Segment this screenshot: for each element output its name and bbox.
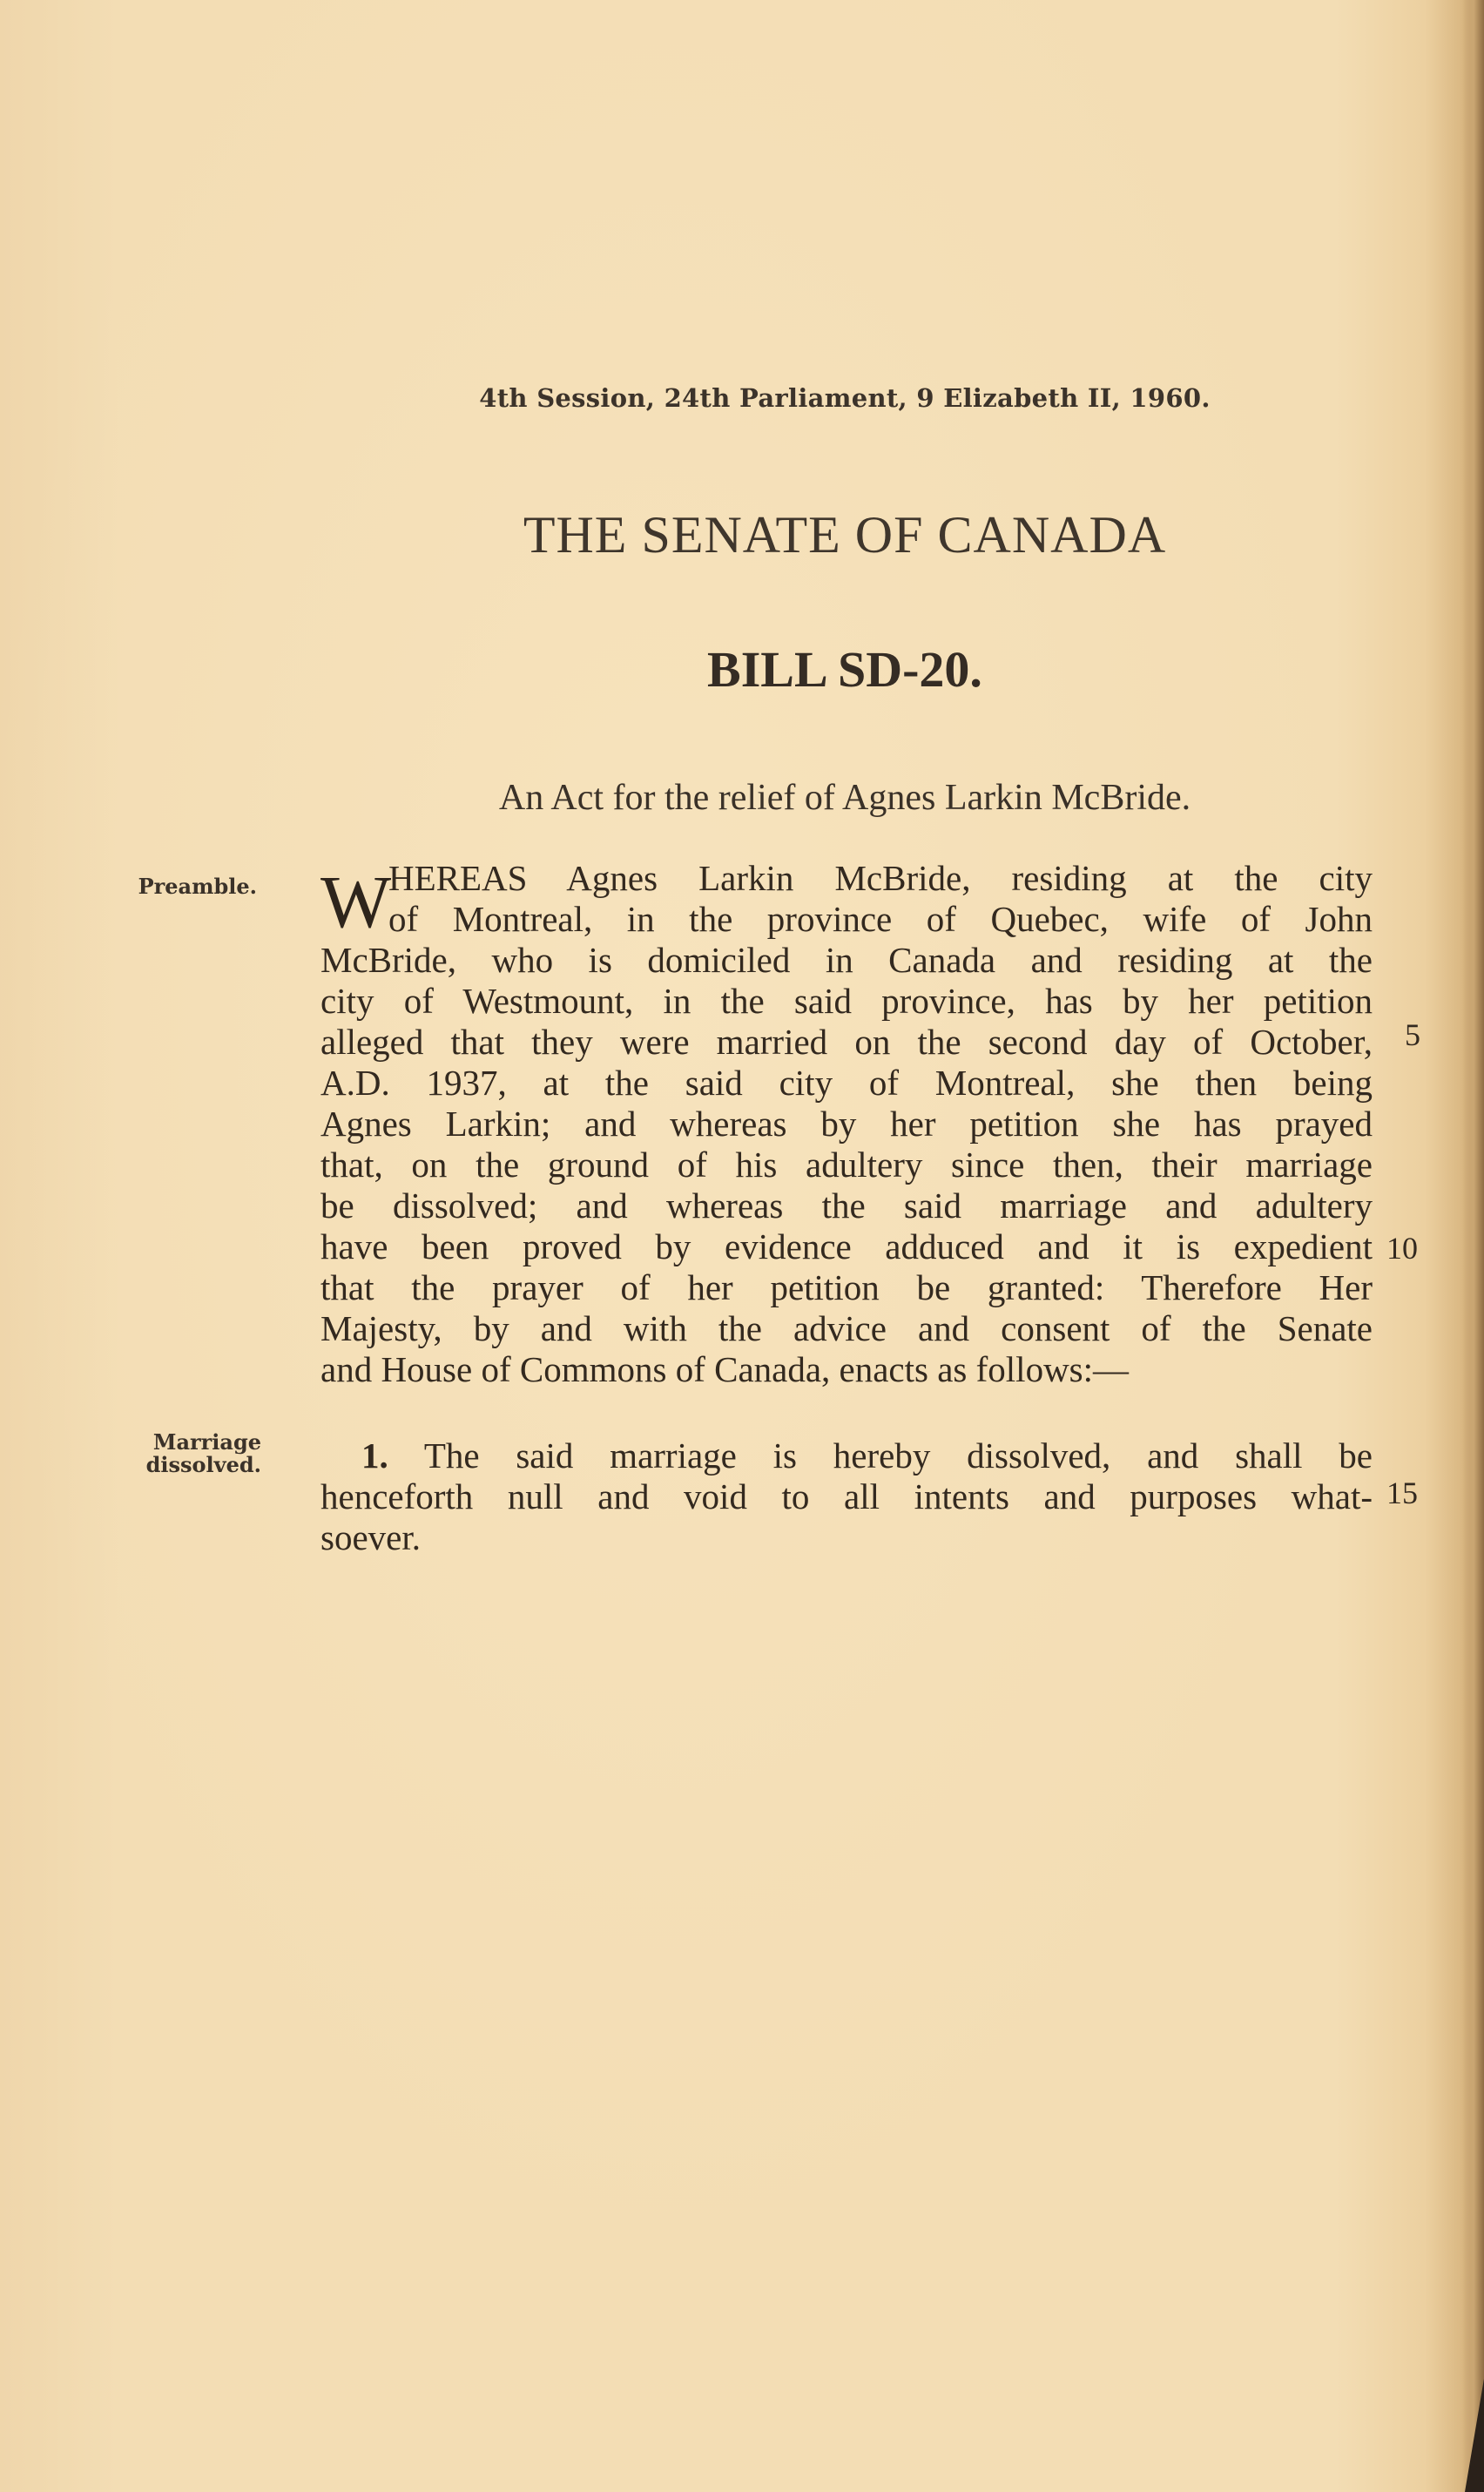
senate-title: THE SENATE OF CANADA — [523, 506, 1167, 564]
preamble-line: that the prayer of her petition be granted: Therefore Her — [320, 1267, 1373, 1307]
section-line: soever. — [320, 1517, 421, 1557]
section-line: henceforth null and void to all intents and purposes what- — [320, 1476, 1373, 1516]
preamble-line: of Montreal, in the province of Quebec, wife of John — [388, 899, 1373, 939]
margin-note-preamble: Preamble. — [138, 874, 257, 899]
preamble-line: Agnes Larkin; and whereas by her petition she has prayed — [320, 1104, 1373, 1144]
section-line: The said marriage is hereby dissolved, and shall be — [423, 1435, 1373, 1476]
preamble-line: McBride, who is domiciled in Canada and residing at the — [320, 940, 1373, 980]
preamble-line: HEREAS Agnes Larkin McBride, residing at the city — [388, 858, 1373, 898]
preamble-line: be dissolved; and whereas the said marriage and adultery — [320, 1185, 1373, 1226]
preamble-paragraph — [320, 858, 1373, 1390]
section-1-first-line — [320, 1435, 1373, 1476]
line-number-5: 5 — [1405, 1017, 1420, 1052]
preamble-line: have been proved by evidence adduced and it is expedient — [320, 1226, 1373, 1266]
drop-cap: W — [320, 860, 392, 943]
bill-number: BILL SD-20. — [707, 641, 982, 698]
act-title: An Act for the relief of Agnes Larkin McBride. — [498, 778, 1191, 818]
line-number-15: 15 — [1386, 1476, 1418, 1510]
preamble-line: Majesty, by and with the advice and consent of the Senate — [320, 1308, 1373, 1348]
margin-note-line: Marriage — [152, 1429, 261, 1455]
preamble-line: and House of Commons of Canada, enacts as follows:— — [320, 1349, 1130, 1389]
page-edge-shadow — [1461, 0, 1484, 2492]
margin-note-line: dissolved. — [145, 1452, 261, 1477]
preamble-line: city of Westmount, in the said province, has by her petition — [320, 981, 1373, 1021]
preamble-line: that, on the ground of his adultery since then, their marriage — [320, 1145, 1373, 1185]
preamble-line: A.D. 1937, at the said city of Montreal, she then being — [320, 1063, 1373, 1103]
line-number-10: 10 — [1386, 1231, 1418, 1266]
margin-note-marriage-dissolved — [109, 1431, 261, 1476]
section-number: 1. — [361, 1435, 388, 1476]
page-corner — [1465, 2379, 1484, 2492]
session-header: 4th Session, 24th Parliament, 9 Elizabeth II, 1960. — [479, 383, 1211, 413]
section-1 — [320, 1435, 1373, 1558]
preamble-line: alleged that they were married on the second day of October, — [320, 1022, 1373, 1062]
